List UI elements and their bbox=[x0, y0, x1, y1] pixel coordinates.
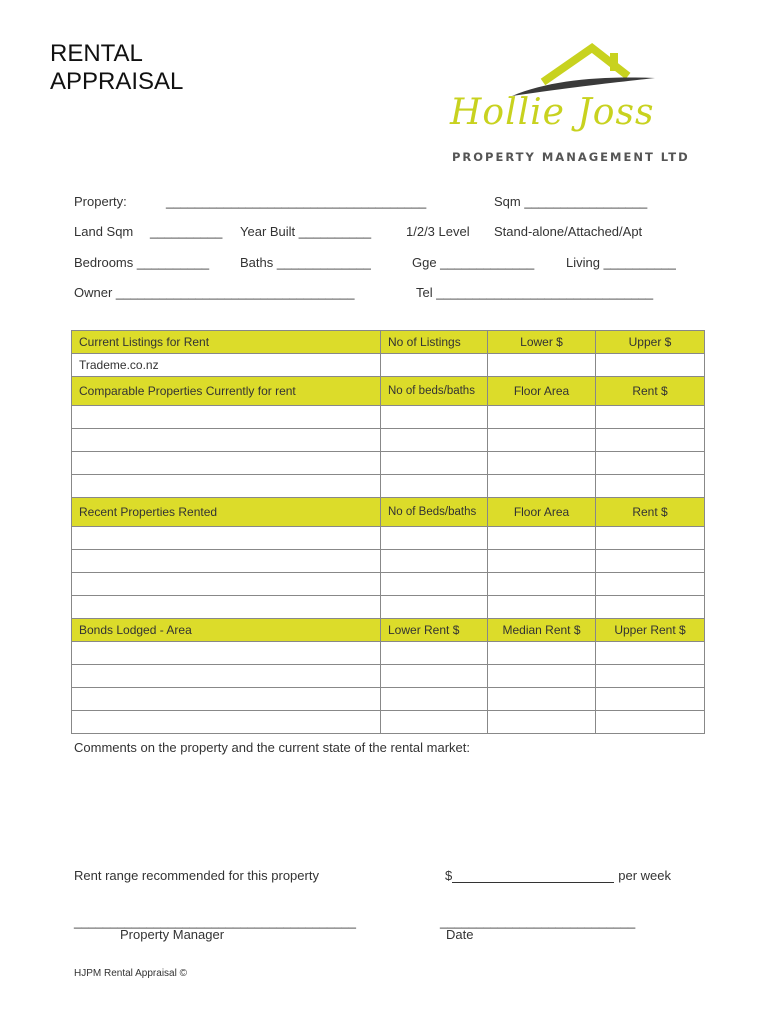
table-cell[interactable] bbox=[488, 452, 596, 475]
footer-text: HJPM Rental Appraisal © bbox=[74, 968, 187, 979]
year-built-field[interactable]: Year Built __________ bbox=[240, 224, 372, 239]
table-cell[interactable] bbox=[488, 550, 596, 573]
tel-field[interactable]: Tel ______________________________ bbox=[416, 285, 654, 300]
table-cell[interactable] bbox=[596, 452, 705, 475]
table-cell[interactable] bbox=[488, 354, 596, 377]
table-cell[interactable] bbox=[72, 688, 381, 711]
comments-label: Comments on the property and the current state of the rental market: bbox=[74, 740, 470, 755]
bonds-lodged-header bbox=[72, 619, 705, 642]
manager-signature-line[interactable]: _______________________________________ bbox=[74, 914, 356, 929]
table-cell[interactable] bbox=[381, 642, 488, 665]
land-sqm-label: Land Sqm bbox=[74, 224, 134, 239]
table-cell: No of Listings bbox=[381, 331, 488, 354]
table-cell[interactable] bbox=[488, 642, 596, 665]
currency-symbol: $ bbox=[445, 868, 453, 883]
table-row bbox=[72, 354, 705, 377]
table-cell[interactable] bbox=[381, 406, 488, 429]
table-cell[interactable] bbox=[596, 527, 705, 550]
table-cell: Comparable Properties Currently for rent bbox=[72, 377, 381, 406]
table-cell[interactable] bbox=[381, 354, 488, 377]
appraisal-table bbox=[71, 330, 705, 734]
table-cell[interactable] bbox=[596, 665, 705, 688]
table-cell: No of Beds/baths bbox=[381, 498, 488, 527]
per-week-label: per week bbox=[618, 868, 671, 883]
table-cell[interactable] bbox=[488, 475, 596, 498]
table-cell[interactable] bbox=[72, 573, 381, 596]
rent-amount-line[interactable] bbox=[452, 869, 614, 883]
rent-range-label: Rent range recommended for this property bbox=[74, 868, 319, 883]
table-cell: Floor Area bbox=[488, 377, 596, 406]
table-cell[interactable] bbox=[72, 475, 381, 498]
table-cell[interactable] bbox=[488, 527, 596, 550]
table-cell: Lower $ bbox=[488, 331, 596, 354]
table-cell: Rent $ bbox=[596, 377, 705, 406]
table-cell[interactable] bbox=[72, 406, 381, 429]
title-line-1: RENTAL bbox=[50, 40, 143, 67]
table-cell[interactable] bbox=[381, 429, 488, 452]
owner-field[interactable]: Owner _________________________________ bbox=[74, 285, 355, 300]
table-cell[interactable] bbox=[596, 573, 705, 596]
table-cell[interactable] bbox=[596, 406, 705, 429]
table-cell[interactable] bbox=[381, 527, 488, 550]
living-field[interactable]: Living __________ bbox=[566, 255, 676, 270]
table-cell[interactable] bbox=[488, 573, 596, 596]
table-row bbox=[72, 550, 705, 573]
table-cell[interactable] bbox=[381, 452, 488, 475]
logo-script-text: Hollie Joss bbox=[450, 92, 655, 133]
table-cell[interactable] bbox=[72, 596, 381, 619]
table-row bbox=[72, 596, 705, 619]
table-cell[interactable] bbox=[381, 596, 488, 619]
baths-field[interactable]: Baths _____________ bbox=[240, 255, 371, 270]
table-cell[interactable] bbox=[72, 642, 381, 665]
table-cell[interactable] bbox=[488, 596, 596, 619]
table-row bbox=[72, 452, 705, 475]
table-cell: Floor Area bbox=[488, 498, 596, 527]
table-cell[interactable]: Trademe.co.nz bbox=[72, 354, 381, 377]
table-cell[interactable] bbox=[72, 527, 381, 550]
table-row bbox=[72, 475, 705, 498]
garage-field[interactable]: Gge _____________ bbox=[412, 255, 535, 270]
table-cell: No of beds/baths bbox=[381, 377, 488, 406]
table-cell[interactable] bbox=[488, 406, 596, 429]
house-roof-icon bbox=[440, 40, 700, 100]
table-cell[interactable] bbox=[381, 688, 488, 711]
table-row bbox=[72, 429, 705, 452]
table-row bbox=[72, 527, 705, 550]
table-cell[interactable] bbox=[381, 550, 488, 573]
sqm-field[interactable]: Sqm _________________ bbox=[494, 194, 648, 209]
table-cell: Recent Properties Rented bbox=[72, 498, 381, 527]
table-cell[interactable] bbox=[381, 475, 488, 498]
table-cell: Bonds Lodged - Area bbox=[72, 619, 381, 642]
table-cell[interactable] bbox=[596, 550, 705, 573]
table-cell[interactable] bbox=[381, 665, 488, 688]
property-type-label: Stand-alone/Attached/Apt bbox=[494, 224, 643, 239]
manager-label: Property Manager bbox=[120, 927, 225, 942]
table-cell: Current Listings for Rent bbox=[72, 331, 381, 354]
table-cell[interactable] bbox=[488, 688, 596, 711]
rent-range-field[interactable] bbox=[445, 868, 671, 883]
property-label: Property: bbox=[74, 194, 127, 209]
current-listings-header bbox=[72, 331, 705, 354]
table-cell: Rent $ bbox=[596, 498, 705, 527]
date-signature-line[interactable]: ___________________________ bbox=[440, 914, 636, 929]
table-cell[interactable] bbox=[596, 429, 705, 452]
table-cell[interactable] bbox=[381, 711, 488, 734]
table-cell[interactable] bbox=[596, 475, 705, 498]
table-cell: Lower Rent $ bbox=[381, 619, 488, 642]
table-cell[interactable] bbox=[72, 429, 381, 452]
table-cell[interactable] bbox=[596, 688, 705, 711]
table-cell[interactable] bbox=[488, 665, 596, 688]
table-cell: Upper Rent $ bbox=[596, 619, 705, 642]
table-cell[interactable] bbox=[72, 452, 381, 475]
date-label: Date bbox=[446, 927, 474, 942]
table-cell[interactable] bbox=[488, 711, 596, 734]
table-row bbox=[72, 665, 705, 688]
table-cell: Median Rent $ bbox=[488, 619, 596, 642]
table-row bbox=[72, 711, 705, 734]
bedrooms-field[interactable]: Bedrooms __________ bbox=[74, 255, 210, 270]
level-label: 1/2/3 Level bbox=[406, 224, 470, 239]
table-cell[interactable] bbox=[72, 550, 381, 573]
title-line-2: APPRAISAL bbox=[50, 68, 184, 95]
table-cell[interactable] bbox=[381, 573, 488, 596]
recent-rented-header bbox=[72, 498, 705, 527]
table-row bbox=[72, 573, 705, 596]
logo-subtitle: PROPERTY MANAGEMENT LTD bbox=[452, 150, 690, 164]
table-cell[interactable] bbox=[596, 642, 705, 665]
table-cell: Upper $ bbox=[596, 331, 705, 354]
table-cell[interactable] bbox=[72, 665, 381, 688]
table-row bbox=[72, 688, 705, 711]
property-field[interactable]: ____________________________________ bbox=[166, 194, 427, 209]
table-cell[interactable] bbox=[596, 596, 705, 619]
page-title bbox=[50, 40, 183, 96]
table-cell[interactable] bbox=[596, 711, 705, 734]
table-cell[interactable] bbox=[488, 429, 596, 452]
table-row bbox=[72, 406, 705, 429]
comparable-properties-header bbox=[72, 377, 705, 406]
table-row bbox=[72, 642, 705, 665]
table-cell[interactable] bbox=[596, 354, 705, 377]
company-logo bbox=[440, 40, 700, 170]
land-sqm-field[interactable]: __________ bbox=[150, 224, 223, 239]
table-cell[interactable] bbox=[72, 711, 381, 734]
